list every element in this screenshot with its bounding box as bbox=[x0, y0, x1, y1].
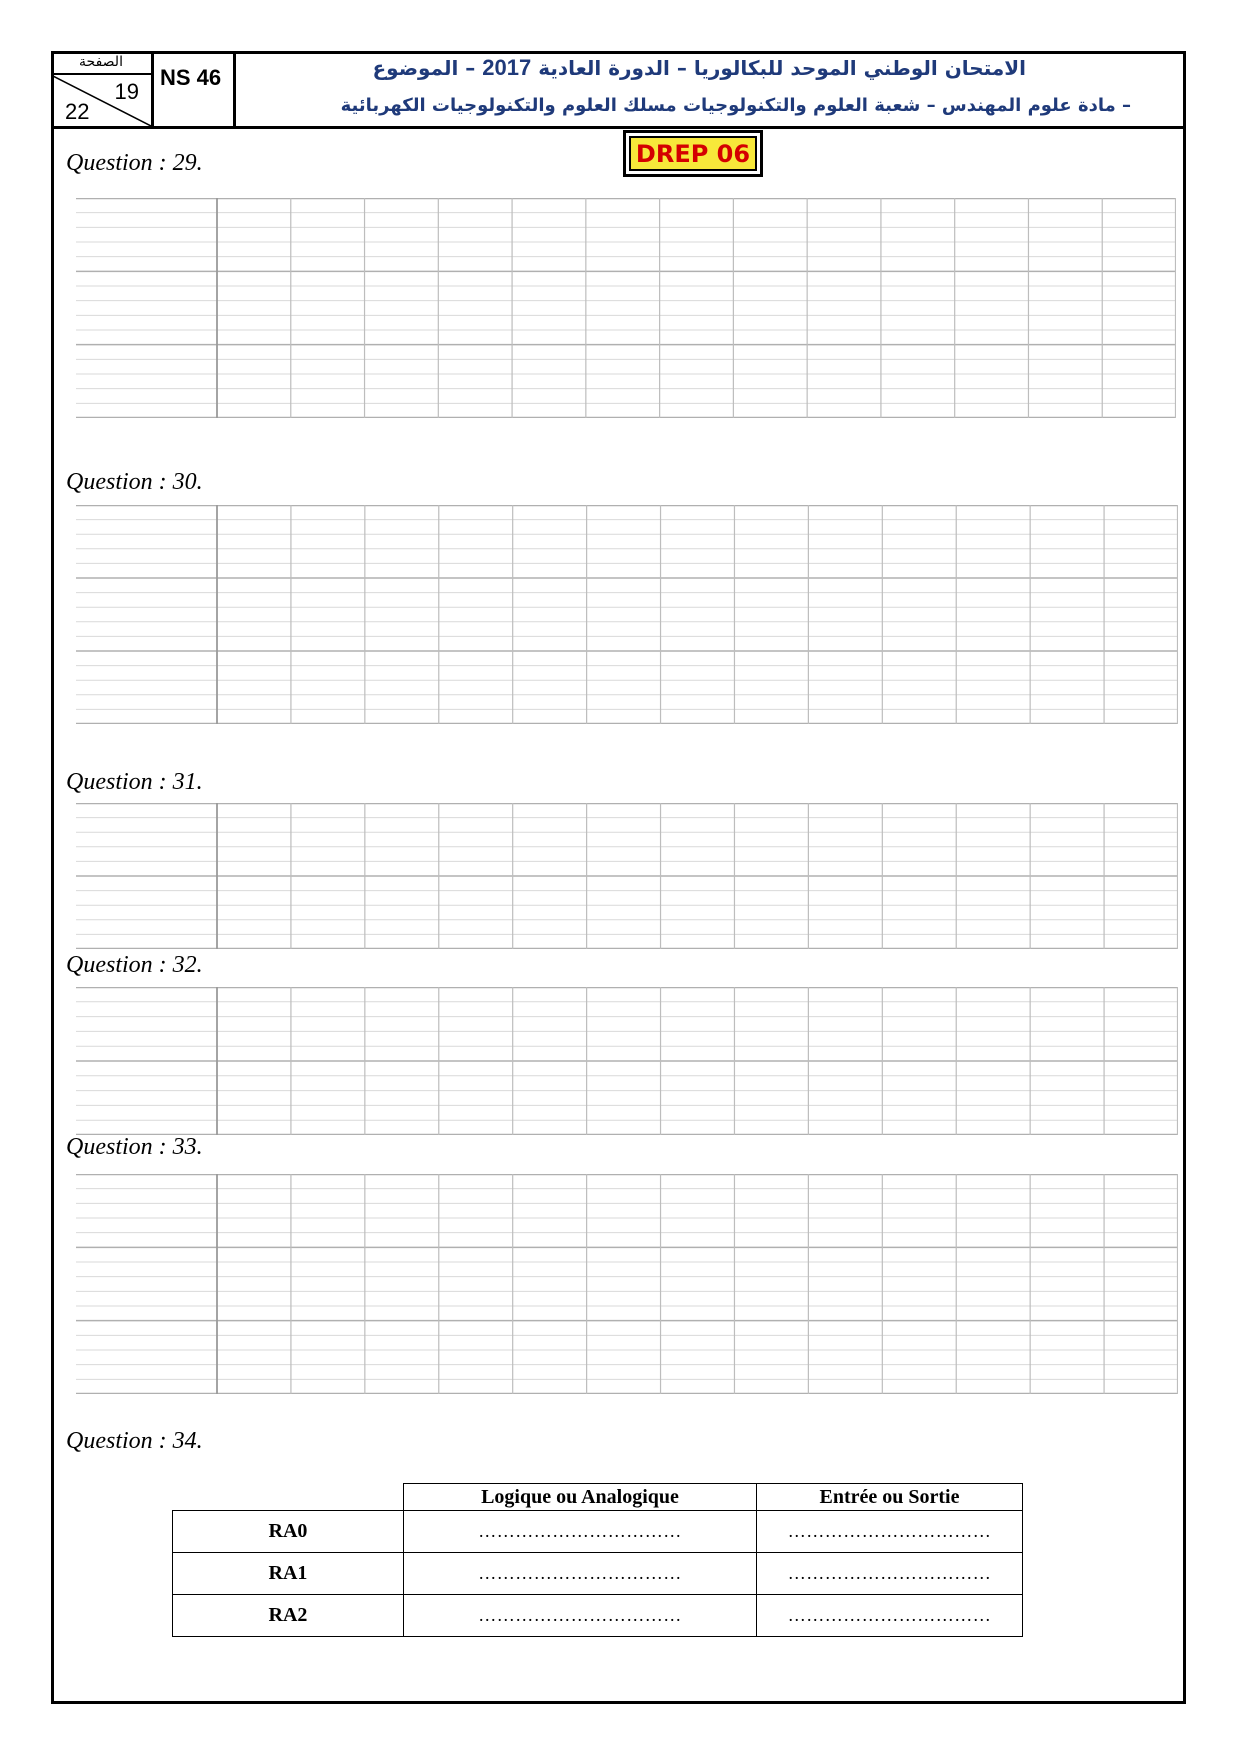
grid-lines bbox=[76, 198, 1176, 418]
exam-title-line1 bbox=[373, 55, 1027, 81]
answer-grid-31 bbox=[76, 803, 1178, 949]
row-label: RA0 bbox=[173, 1511, 404, 1553]
exam-code: NS 46 bbox=[160, 65, 222, 90]
answer-grid-32 bbox=[76, 987, 1178, 1135]
row-label: RA1 bbox=[173, 1553, 404, 1595]
answer-blank-type[interactable]: …………………………… bbox=[404, 1553, 757, 1595]
question-30-label: Question : 30. bbox=[66, 469, 203, 495]
table-row bbox=[173, 1511, 1023, 1553]
answer-grid-30 bbox=[76, 505, 1178, 724]
title-suffix: – الموضوع bbox=[372, 56, 476, 80]
answer-blank-type[interactable]: …………………………… bbox=[404, 1511, 757, 1553]
table-row bbox=[173, 1553, 1023, 1595]
answer-blank-direction[interactable]: …………………………… bbox=[757, 1595, 1023, 1637]
answer-grid-29 bbox=[76, 198, 1176, 418]
page-number: 19 bbox=[114, 79, 139, 104]
exam-title-line2: – مادة علوم المهندس – شعبة العلوم والتكنولوجيات مسلك العلوم والتكنولوجيات الكهربائية bbox=[340, 95, 1131, 116]
exam-title-box bbox=[239, 51, 1186, 126]
question-33-label: Question : 33. bbox=[66, 1134, 203, 1160]
grid-lines bbox=[76, 1174, 1178, 1394]
row-label: RA2 bbox=[173, 1595, 404, 1637]
question-32-label: Question : 32. bbox=[66, 952, 203, 978]
drep-badge bbox=[623, 130, 763, 177]
answer-blank-direction[interactable]: …………………………… bbox=[757, 1553, 1023, 1595]
table-header-row bbox=[173, 1484, 1023, 1511]
page-label: الصفحة bbox=[51, 51, 151, 75]
title-prefix: الامتحان الوطني الموحد للبكالوريا – الدورة العادية bbox=[538, 56, 1026, 80]
title-year: 2017 bbox=[482, 55, 532, 80]
exam-code-box bbox=[154, 51, 236, 126]
grid-lines bbox=[76, 505, 1178, 724]
exam-header bbox=[51, 51, 1186, 129]
answer-grid-33 bbox=[76, 1174, 1178, 1394]
drep-label: DREP 06 bbox=[629, 136, 757, 171]
page-total: 22 bbox=[65, 99, 90, 124]
answer-blank-type[interactable]: …………………………… bbox=[404, 1595, 757, 1637]
grid-lines bbox=[76, 803, 1178, 949]
table-header-direction: Entrée ou Sortie bbox=[757, 1484, 1023, 1511]
table-corner bbox=[173, 1484, 404, 1511]
question-34-label: Question : 34. bbox=[66, 1428, 203, 1454]
table-row bbox=[173, 1595, 1023, 1637]
page-number-box bbox=[51, 51, 154, 126]
question-29-label: Question : 29. bbox=[66, 150, 203, 176]
table-header-type: Logique ou Analogique bbox=[404, 1484, 757, 1511]
question-31-label: Question : 31. bbox=[66, 769, 203, 795]
grid-lines bbox=[76, 987, 1178, 1135]
answer-blank-direction[interactable]: …………………………… bbox=[757, 1511, 1023, 1553]
io-table bbox=[172, 1483, 1023, 1637]
